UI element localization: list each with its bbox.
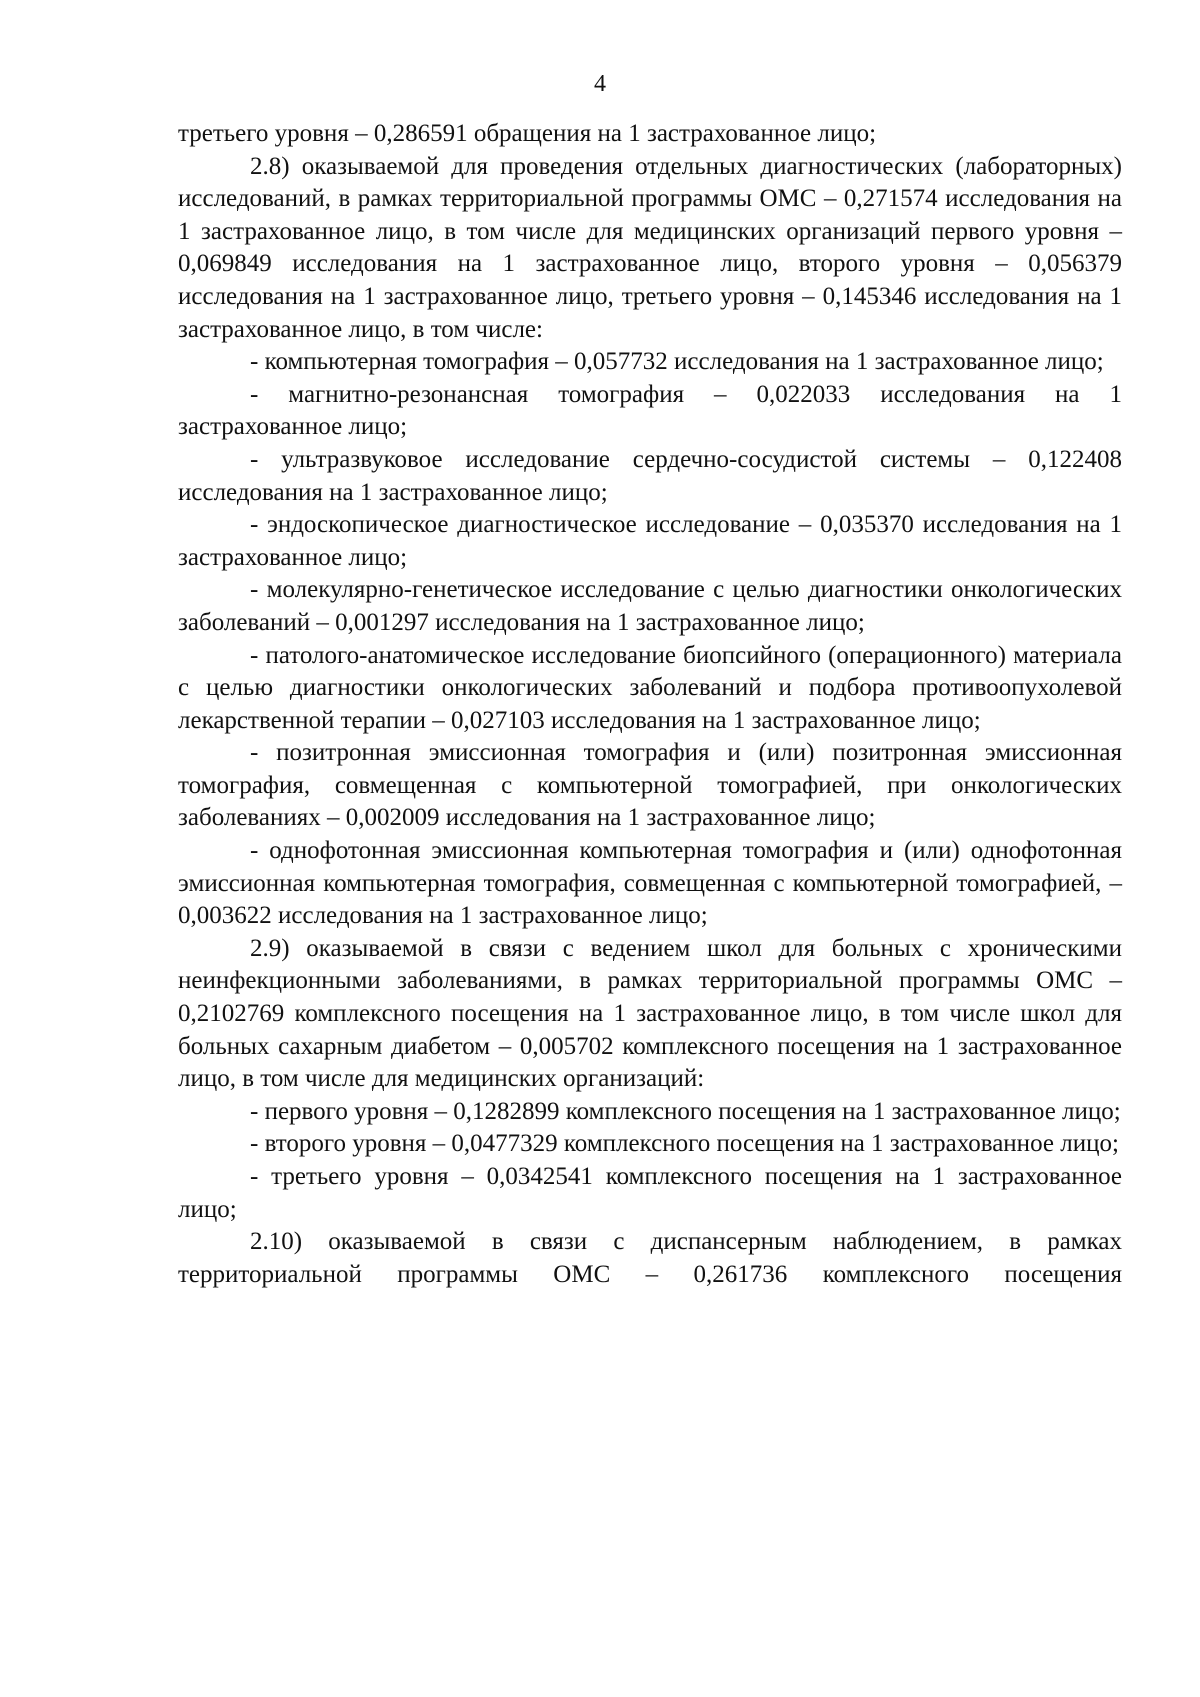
paragraph-2-8: 2.8) оказываемой для проведения отдельных диагностических (лабораторных) исследований, в рамках территориальной программы ОМС – 0,271574 исследования на 1 застрахованное лицо, в том числе для медицинских организаций первого уровня – 0,069849 исследования на 1 застрахованное лицо, второго уровня – 0,056379 исследования на 1 застрахованное лицо, третьего уровня – 0,145346 исследования на 1 застрахованное лицо, в том числе: (178, 152, 1122, 343)
page-number: 4 (594, 71, 606, 97)
paragraph-2-10: 2.10) оказываемой в связи с диспансерным наблюдением, в рамках территориальной программы ОМС – 0,261736 комплексного посещения (178, 1228, 1122, 1288)
list-item-first-level: - первого уровня – 0,1282899 комплексного посещения на 1 застрахованное лицо; (250, 1097, 1121, 1125)
list-item-third-level: - третьего уровня – 0,0342541 комплексного посещения на 1 застрахованное лицо; (178, 1163, 1122, 1223)
list-item-pet: - позитронная эмиссионная томография и (или) позитронная эмиссионная томография, совмещенная с компьютерной томографией, при онкологических заболеваниях – 0,002009 исследования на 1 застрахованное лицо; (178, 739, 1122, 832)
list-item-mri: - магнитно-резонансная томография – 0,022033 исследования на 1 застрахованное лицо; (178, 380, 1122, 441)
list-item-ultrasound: - ультразвуковое исследование сердечно-сосудистой системы – 0,122408 исследования на 1 застрахованное лицо; (178, 445, 1122, 506)
list-item-pathology: - патолого-анатомическое исследование биопсийного (операционного) материала с целью диагностики онкологических заболеваний и подбора противоопухолевой лекарственной терапии – 0,027103 исследования на 1 застрахованное лицо; (178, 641, 1122, 734)
list-item-second-level: - второго уровня – 0,0477329 комплексного посещения на 1 застрахованное лицо; (250, 1130, 1119, 1158)
paragraph-2-9: 2.9) оказываемой в связи с ведением школ для больных с хроническими неинфекционными заболеваниями, в рамках территориальной программы ОМС – 0,2102769 комплексного посещения на 1 застрахованное лицо, в том числе школ для больных сахарным диабетом – 0,005702 комплексного посещения на 1 застрахованное лицо, в том числе для медицинских организаций: (178, 934, 1122, 1093)
list-item-endoscopy: - эндоскопическое диагностическое исследование – 0,035370 исследования на 1 застрахованное лицо; (178, 511, 1122, 571)
document-body (178, 118, 1122, 1291)
list-item-spect: - однофотонная эмиссионная компьютерная томография и (или) однофотонная эмиссионная компьютерная томография, совмещенная с компьютерной томографией, – 0,003622 исследования на 1 застрахованное лицо; (178, 837, 1122, 930)
list-item-molecular-genetic: - молекулярно-генетическое исследование с целью диагностики онкологических заболеваний – 0,001297 исследования на 1 застрахованное лицо; (178, 576, 1122, 636)
paragraph-continuation: третьего уровня – 0,286591 обращения на 1 застрахованное лицо; (178, 120, 877, 147)
list-item-ct: - компьютерная томография – 0,057732 исследования на 1 застрахованное лицо; (250, 348, 1104, 376)
